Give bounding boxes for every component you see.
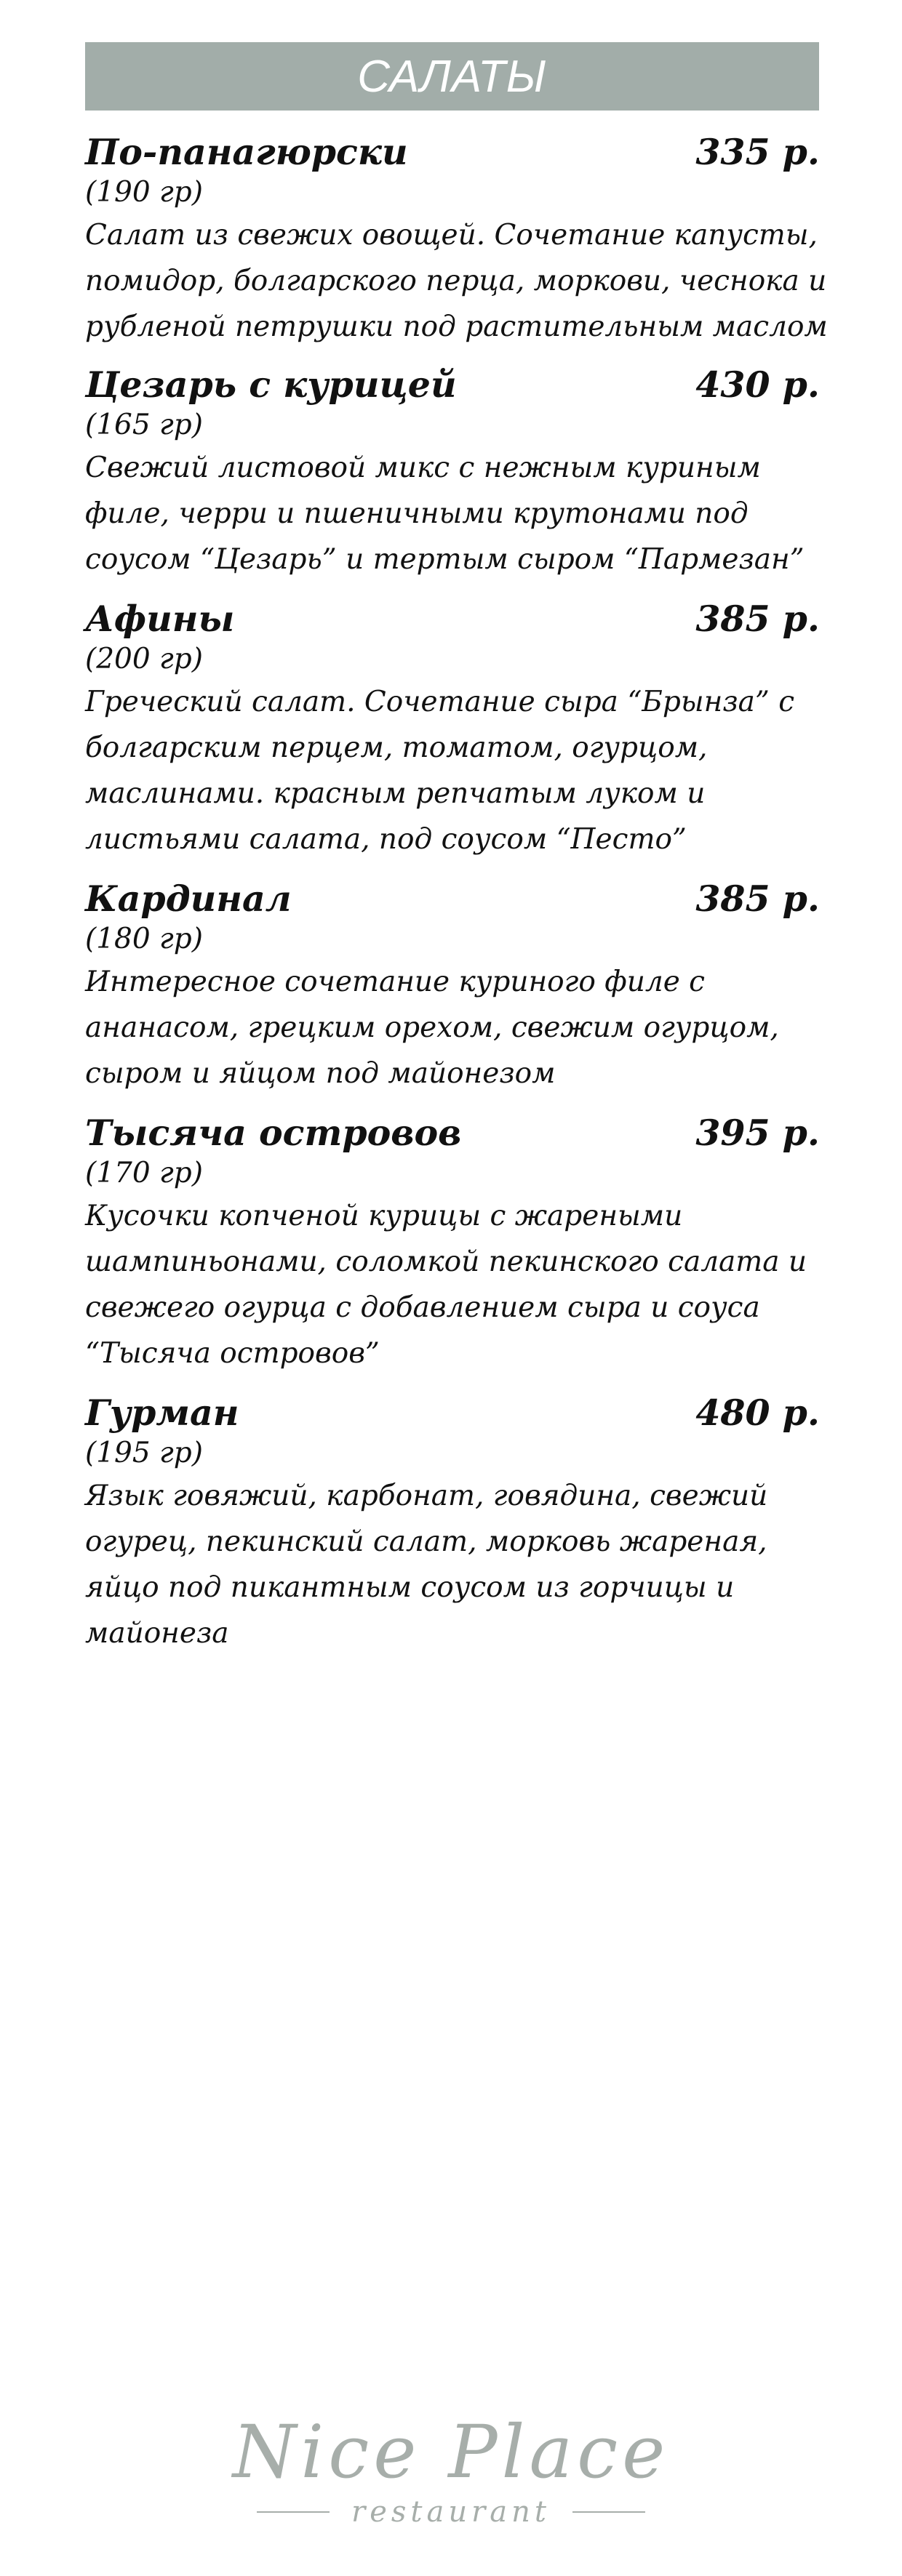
dish-name: Цезарь с курицей	[85, 364, 457, 406]
dish-description-line: филе, черри и пшеничными крутонами под	[85, 497, 749, 530]
dish-description-line: яйцо под пикантным соусом из горчицы и	[85, 1571, 735, 1604]
menu-item-header	[85, 1110, 820, 1155]
menu-item-header	[85, 596, 820, 641]
dish-name: Тысяча островов	[85, 1112, 462, 1154]
dish-weight: (170 гр)	[85, 1157, 203, 1189]
dish-description-line: Интересное сочетание куриного филе с	[85, 966, 706, 998]
dish-description-line: болгарским перцем, томатом, огурцом,	[85, 731, 708, 764]
logo-divider-right	[572, 2511, 645, 2513]
dish-price: 395 р.	[695, 1112, 820, 1154]
dish-weight: (190 гр)	[85, 176, 203, 209]
menu-item	[85, 129, 828, 350]
dish-price: 385 р.	[695, 598, 820, 640]
menu-item-header	[85, 876, 820, 921]
dish-description-line: Язык говяжий, карбонат, говядина, свежий	[85, 1480, 768, 1512]
menu-item-header	[85, 129, 820, 174]
dish-weight: (180 гр)	[85, 923, 203, 955]
dish-price: 385 р.	[695, 878, 820, 920]
dish-description-line: огурец, пекинский салат, морковь жареная,	[85, 1525, 767, 1558]
dish-description-line: ананасом, грецким орехом, свежим огурцом,	[85, 1011, 779, 1044]
logo-subtitle-row	[0, 2495, 902, 2529]
dish-price: 480 р.	[695, 1392, 820, 1434]
dish-description-line: Свежий листовой микс с нежным куриным	[85, 452, 761, 484]
dish-description-line: сыром и яйцом под майонезом	[85, 1057, 556, 1090]
dish-description-line: свежего огурца с добавлением сыра и соуса	[85, 1291, 760, 1324]
dish-description-line: Кусочки копченой курицы с жареными	[85, 1200, 683, 1232]
dish-weight: (200 гр)	[85, 643, 203, 675]
dish-description-line: маслинами. красным репчатым луком и	[85, 777, 706, 810]
dish-description-line: шампиньонами, соломкой пекинского салата и	[85, 1245, 807, 1278]
menu-item	[85, 596, 820, 862]
dish-description-line: листьями салата, под соусом “Песто”	[85, 823, 687, 856]
dish-name: Гурман	[85, 1392, 239, 1434]
logo-subtitle: restaurant	[351, 2495, 551, 2529]
logo-name: Nice Place	[232, 2410, 670, 2495]
dish-name: По-панагюрски	[85, 131, 408, 173]
dish-weight: (165 гр)	[85, 409, 203, 441]
restaurant-logo	[0, 2412, 902, 2529]
dish-description-line: соусом “Цезарь” и тертым сыром “Пармезан”	[85, 543, 805, 576]
dish-description-line: рубленой петрушки под растительным маслом	[85, 310, 828, 343]
menu-item	[85, 362, 820, 582]
menu-item	[85, 1390, 820, 1656]
section-title: САЛАТЫ	[357, 51, 547, 102]
dish-description-line: помидор, болгарского перца, моркови, чеснока и	[85, 265, 827, 297]
menu-item	[85, 876, 820, 1096]
menu-item-header	[85, 1390, 820, 1435]
dish-price: 335 р.	[695, 131, 820, 173]
dish-name: Афины	[85, 598, 235, 640]
logo-divider-left	[257, 2511, 330, 2513]
menu-item-header	[85, 362, 820, 407]
dish-description-line: “Тысяча островов”	[85, 1337, 380, 1370]
dish-price: 430 р.	[695, 364, 820, 406]
dish-description-line: Греческий салат. Сочетание сыра “Брынза” с	[85, 686, 795, 718]
menu-item	[85, 1110, 820, 1376]
dish-description-line: майонеза	[85, 1617, 229, 1650]
dish-name: Кардинал	[85, 878, 292, 920]
section-header	[85, 42, 819, 111]
dish-description-line: Салат из свежих овощей. Сочетание капусты,	[85, 219, 818, 252]
dish-weight: (195 гр)	[85, 1437, 203, 1469]
